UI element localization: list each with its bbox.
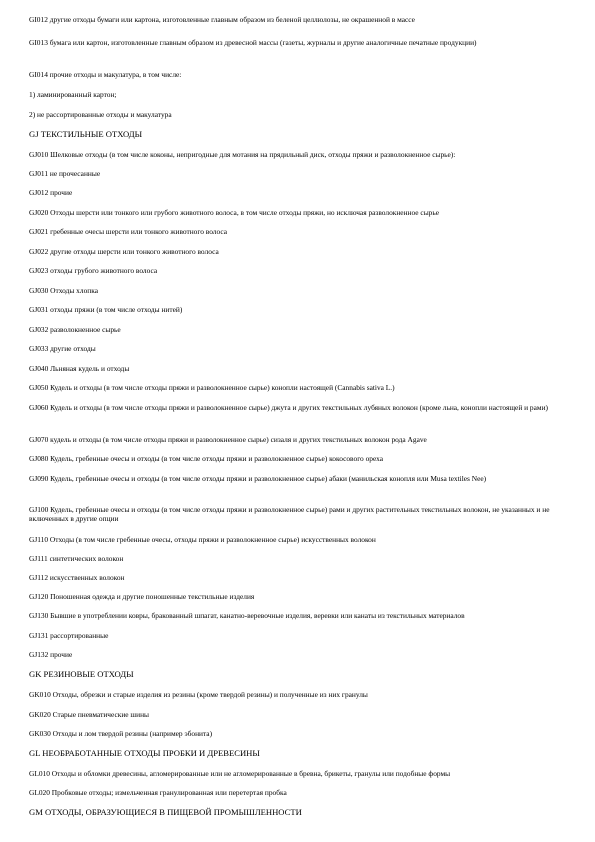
- section-heading: GL НЕОБРАБОТАННЫЕ ОТХОДЫ ПРОБКИ И ДРЕВЕСИНЫ: [29, 748, 260, 758]
- list-item: GJ112 искусственных волокон: [29, 573, 125, 582]
- list-item: 1) ламинированный картон;: [29, 90, 117, 99]
- list-item: GJ131 рассортированные: [29, 631, 109, 640]
- section-heading: GK РЕЗИНОВЫЕ ОТХОДЫ: [29, 669, 134, 679]
- list-item: GJ100 Кудель, гребенные очесы и отходы (в том числе отходы пряжи и разволокненное сырье) рами и других растительных текстильных волокон, не указанных и не включенных в другие опции: [29, 505, 550, 524]
- list-item: GK030 Отходы и лом твердой резины (например эбонита): [29, 729, 213, 738]
- list-item: GI013 бумага или картон, изготовленные главным образом из древесной массы (газеты, журналы и другие аналогичные печатные продукции): [29, 38, 477, 47]
- list-item: GJ012 прочие: [29, 188, 73, 197]
- section-heading: GM ОТХОДЫ, ОБРАЗУЮЩИЕСЯ В ПИЩЕВОЙ ПРОМЫШЛЕННОСТИ: [29, 807, 302, 817]
- list-item: GJ130 Бывшие в употреблении ковры, бракованный шпагат, канатно-веревочные изделия, веревки или канаты из текстильных материалов: [29, 611, 465, 620]
- list-item: GJ090 Кудель, гребенные очесы и отходы (в том числе отходы пряжи и разволокненное сырье) абаки (манильская конопля или Musa textiles Nee): [29, 474, 487, 483]
- list-item: GJ010 Шелковые отходы (в том числе коконы, непригодные для мотания на прядильный диск, отходы пряжи и разволокненное сырье):: [29, 150, 456, 159]
- list-item: GJ023 отходы грубого животного волоса: [29, 266, 158, 275]
- list-item: 2) не рассортированные отходы и макулатура: [29, 110, 172, 119]
- list-item: GK010 Отходы, обрезки и старые изделия из резины (кроме твердой резины) и полученные из них гранулы: [29, 690, 368, 699]
- list-item: GL020 Пробковые отходы; измельченная гранулированная или перетертая пробка: [29, 788, 287, 797]
- list-item: GJ120 Поношенная одежда и другие поношенные текстильные изделия: [29, 592, 255, 601]
- list-item: GJ070 кудель и отходы (в том числе отходы пряжи и разволокненное сырье) сизаля и других текстильных волокон рода Agave: [29, 435, 427, 444]
- list-item: GJ011 не прочесанные: [29, 169, 101, 178]
- list-item: GJ110 Отходы (в том числе гребенные очесы, отходы пряжи и разволокненное сырье) искусственных волокон: [29, 535, 376, 544]
- list-item: GJ080 Кудель, гребенные очесы и отходы (в том числе отходы пряжи и разволокненное сырье) кокосового ореха: [29, 454, 384, 463]
- list-item: GL010 Отходы и обломки древесины, агломерированные или не агломерированные в бревна, брикеты, гранулы или подобные формы: [29, 769, 451, 778]
- list-item: GK020 Старые пневматические шины: [29, 710, 149, 719]
- list-item: GI014 прочие отходы и макулатура, в том числе:: [29, 70, 182, 79]
- list-item: GJ040 Льняная кудель и отходы: [29, 364, 130, 373]
- section-heading: GJ ТЕКСТИЛЬНЫЕ ОТХОДЫ: [29, 129, 143, 139]
- list-item: GJ033 другие отходы: [29, 344, 96, 353]
- list-item: GJ021 гребенные очесы шерсти или тонкого животного волоса: [29, 227, 228, 236]
- list-item: GJ031 отходы пряжи (в том числе отходы нитей): [29, 305, 183, 314]
- list-item: GJ060 Кудель и отходы (в том числе отходы пряжи и разволокненное сырье) джута и других текстильных лубяных волокон (кроме льна, конопли настоящей и рами): [29, 403, 549, 412]
- list-item: GJ030 Отходы хлопка: [29, 286, 98, 295]
- list-item: GI012 другие отходы бумаги или картона, изготовленные главным образом из беленой целлюлозы, не окрашенной в массе: [29, 15, 415, 24]
- list-item: GJ111 синтетических волокон: [29, 554, 124, 563]
- list-item: GJ020 Отходы шерсти или тонкого или грубого животного волоса, в том числе отходы пряжи, но исключая разволокненное сырье: [29, 208, 440, 217]
- list-item: GJ050 Кудель и отходы (в том числе отходы пряжи и разволокненное сырье) конопли настоящей (Cannabis sativa L.): [29, 383, 395, 392]
- list-item: GJ032 разволокненное сырье: [29, 325, 121, 334]
- list-item: GJ132 прочие: [29, 650, 73, 659]
- list-item: GJ022 другие отходы шерсти или тонкого животного волоса: [29, 247, 219, 256]
